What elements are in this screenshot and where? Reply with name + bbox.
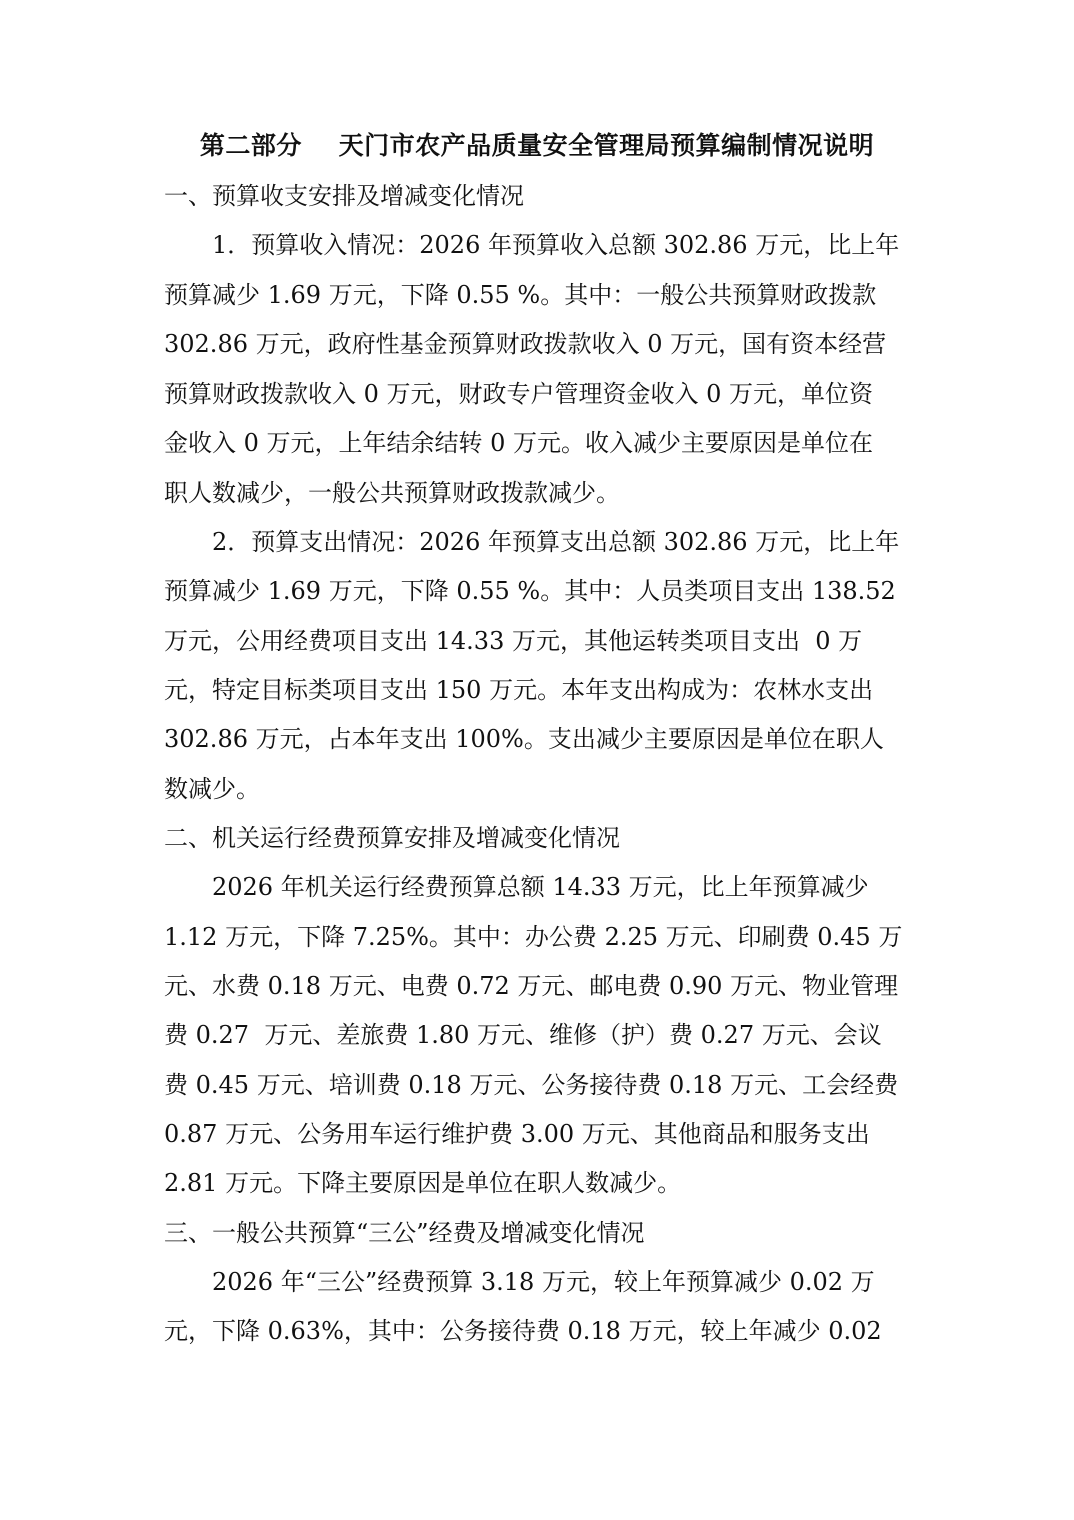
paragraph-line: 费 0.45 万元、培训费 0.18 万元、公务接待费 0.18 万元、工会经费 [164,1071,899,1099]
paragraph-line: 元，下降 0.63%，其中：公务接待费 0.18 万元，较上年减少 0.02 [164,1317,882,1345]
paragraph-line: 302.86 万元，占本年支出 100%。支出减少主要原因是单位在职人 [164,725,884,753]
paragraph-line: 2.81 万元。下降主要原因是单位在职人数减少。 [164,1169,682,1197]
paragraph-line: 职人数减少，一般公共预算财政拨款减少。 [164,479,620,507]
paragraph-line: 2026 年机关运行经费预算总额 14.33 万元，比上年预算减少 [212,873,869,901]
paragraph-line: 金收入 0 万元，上年结余结转 0 万元。收入减少主要原因是单位在 [164,429,874,457]
paragraph-line: 预算减少 1.69 万元，下降 0.55 %。其中：一般公共预算财政拨款 [164,281,877,309]
paragraph-line: 数减少。 [164,775,260,803]
paragraph-line: 302.86 万元，政府性基金预算财政拨款收入 0 万元，国有资本经营 [164,330,887,358]
paragraph-line: 预算减少 1.69 万元，下降 0.55 %。其中：人员类项目支出 138.52 [164,577,896,605]
paragraph-line: 2．预算支出情况：2026 年预算支出总额 302.86 万元，比上年 [212,528,900,556]
section-heading-3: 三、一般公共预算“三公”经费及增减变化情况 [164,1219,645,1247]
section-heading-2: 二、机关运行经费预算安排及增减变化情况 [164,824,620,852]
paragraph-line: 1.12 万元，下降 7.25%。其中：办公费 2.25 万元、印刷费 0.45 万 [164,923,903,951]
section-heading-1: 一、预算收支安排及增减变化情况 [164,182,524,210]
paragraph-line: 0.87 万元、公务用车运行维护费 3.00 万元、其他商品和服务支出 [164,1120,870,1148]
paragraph-line: 费 0.27 万元、差旅费 1.80 万元、维修（护）费 0.27 万元、会议 [164,1021,882,1049]
paragraph-line: 元，特定目标类项目支出 150 万元。本年支出构成为：农林水支出 [164,676,874,704]
paragraph-line: 预算财政拨款收入 0 万元，财政专户管理资金收入 0 万元，单位资 [164,380,874,408]
paragraph-line: 万元，公用经费项目支出 14.33 万元，其他运转类项目支出 0 万 [164,627,863,655]
paragraph-line: 2026 年“三公”经费预算 3.18 万元，较上年预算减少 0.02 万 [212,1268,875,1296]
document-title: 第二部分 天门市农产品质量安全管理局预算编制情况说明 [199,131,875,160]
paragraph-line: 1．预算收入情况：2026 年预算收入总额 302.86 万元，比上年 [212,231,900,259]
paragraph-line: 元、水费 0.18 万元、电费 0.72 万元、邮电费 0.90 万元、物业管理 [164,972,899,1000]
